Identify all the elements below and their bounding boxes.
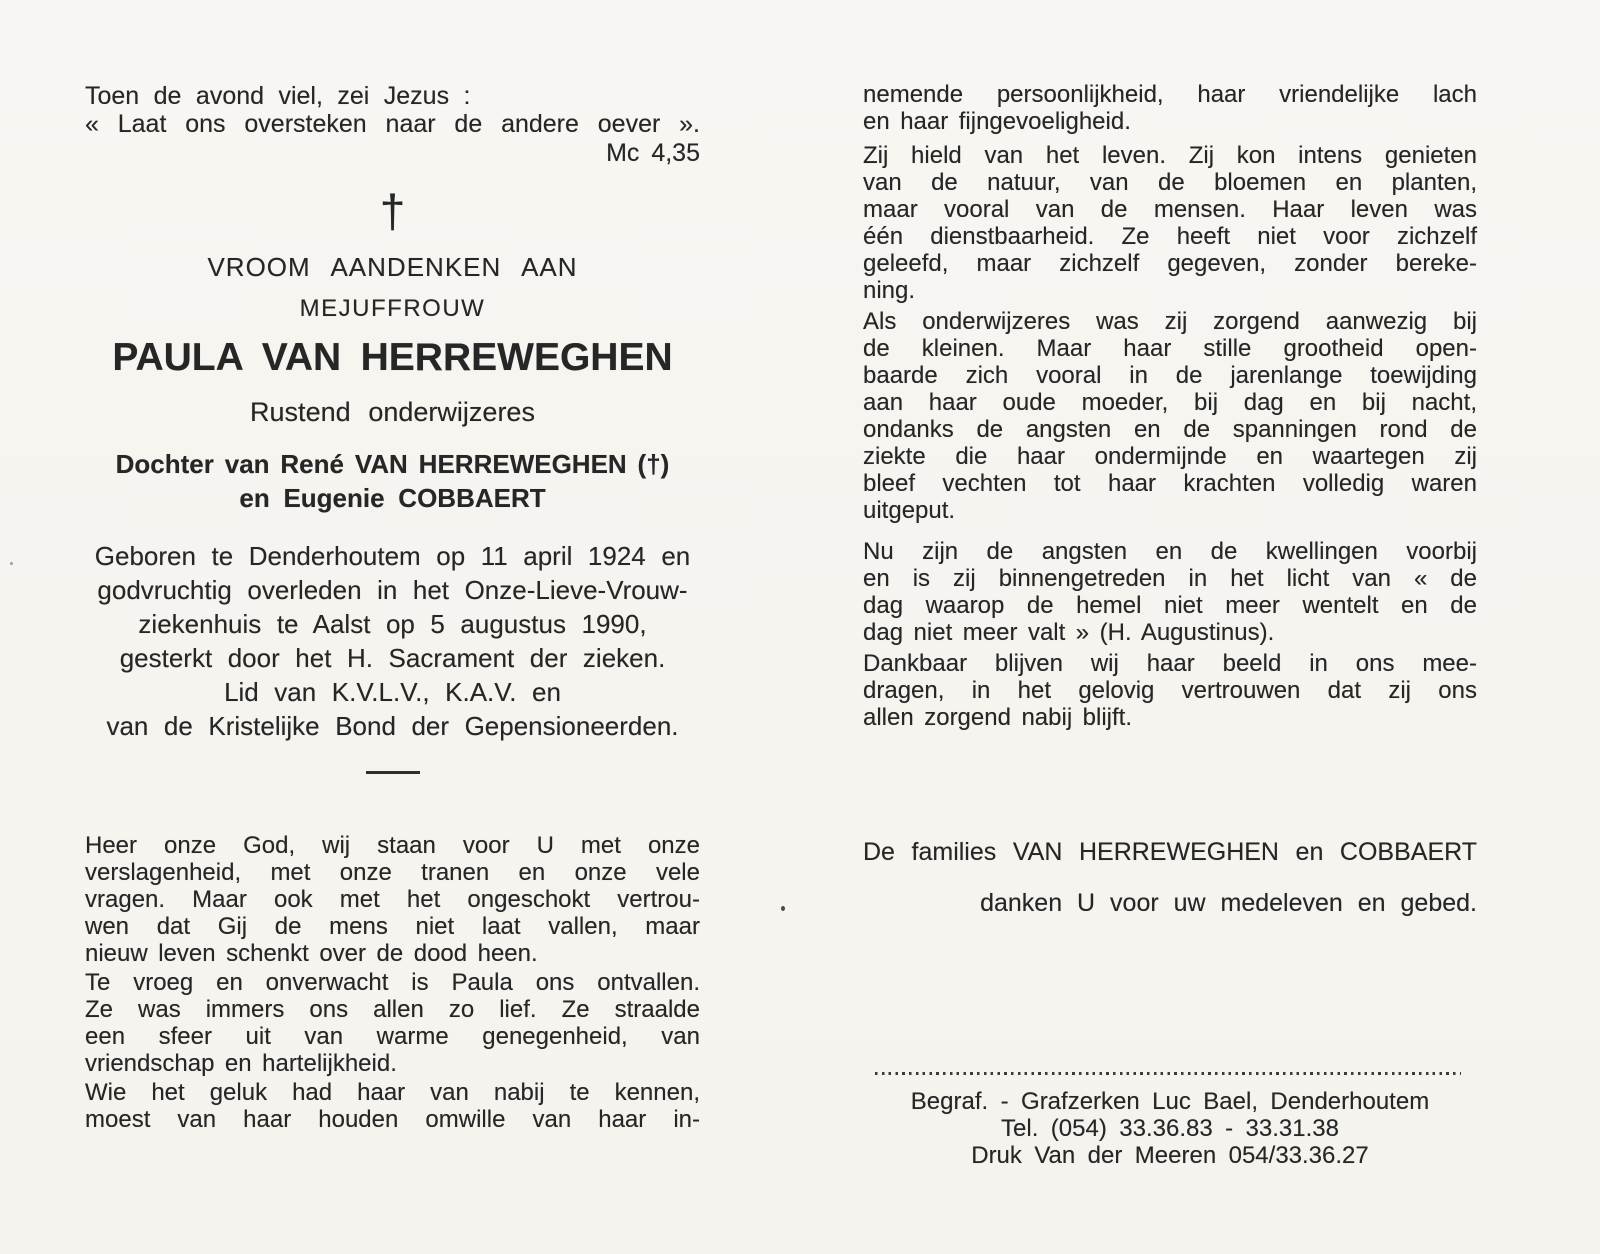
text-line: Tel. (054) 33.36.83 - 33.31.38 bbox=[1001, 1115, 1339, 1142]
text-line: Nu zijn de angsten en de kwellingen voorbij bbox=[863, 538, 1477, 565]
text-line: verslagenheid, met onze tranen en onze vele bbox=[85, 859, 700, 886]
scan-speck bbox=[781, 906, 785, 911]
cross-icon: † bbox=[379, 185, 406, 237]
text-line: Als onderwijzeres was zij zorgend aanwezig bij bbox=[863, 308, 1477, 335]
text-line: Zij hield van het leven. Zij kon intens genieten bbox=[863, 142, 1477, 169]
text-line: en is zij binnengetreden in het licht van « de bbox=[863, 565, 1477, 592]
text-line: Ze was immers ons allen zo lief. Ze straalde bbox=[85, 996, 700, 1023]
right-paragraph-1 bbox=[863, 81, 1477, 135]
text-line: Te vroeg en onverwacht is Paula ons ontvallen. bbox=[85, 969, 700, 996]
text-line: baarde zich vooral in de jarenlange toewijding bbox=[863, 362, 1477, 389]
funeral-home-imprint bbox=[863, 1088, 1477, 1169]
tribute-continuation-paragraph bbox=[85, 1079, 700, 1133]
text-line: Heer onze God, wij staan voor U met onze bbox=[85, 832, 700, 859]
text-line: Toen de avond viel, zei Jezus : bbox=[85, 82, 471, 110]
text-line: maar vooral van de mensen. Haar leven was bbox=[863, 196, 1477, 223]
text-line: ning. bbox=[863, 277, 916, 304]
text-line: uitgeput. bbox=[863, 497, 956, 524]
right-paragraph-2 bbox=[863, 142, 1477, 304]
family-thanks-line-2: danken U voor uw medeleven en gebed. bbox=[980, 889, 1477, 917]
text-line: godvruchtig overleden in het Onze-Lieve-Vrouw- bbox=[97, 575, 688, 605]
family-thanks-line-1: De families VAN HERREWEGHEN en COBBAERT bbox=[863, 838, 1477, 866]
text-line: één dienstbaarheid. Ze heeft niet voor zichzelf bbox=[863, 223, 1477, 250]
honorific-title: MEJUFFROUW bbox=[299, 295, 486, 322]
right-paragraph-5 bbox=[863, 650, 1477, 731]
right-paragraph-3 bbox=[863, 308, 1477, 524]
divider-rule bbox=[85, 761, 700, 779]
text-line: Begraf. - Grafzerken Luc Bael, Denderhoutem bbox=[910, 1088, 1430, 1115]
birth-death-details bbox=[85, 539, 700, 743]
text-line: de kleinen. Maar haar stille grootheid open- bbox=[863, 335, 1477, 362]
text-line: Wie het geluk had haar van nabij te kennen, bbox=[85, 1079, 700, 1106]
text-line: vriendschap en hartelijkheid. bbox=[85, 1050, 397, 1077]
text-line: een sfeer uit van warme genegenheid, van bbox=[85, 1023, 700, 1050]
divider-rule-line bbox=[366, 771, 420, 774]
text-line: dag waarop de hemel niet meer wentelt en de bbox=[863, 592, 1477, 619]
scan-speck bbox=[10, 562, 13, 565]
dotted-divider bbox=[875, 1072, 1461, 1075]
text-line: Lid van K.V.L.V., K.A.V. en bbox=[224, 677, 561, 707]
right-paragraph-4 bbox=[863, 538, 1477, 646]
text-line: van de natuur, van de bloemen en planten, bbox=[863, 169, 1477, 196]
text-line: ziekte die haar ondermijnde en waartegen zij bbox=[863, 443, 1477, 470]
text-line: allen zorgend nabij blijft. bbox=[863, 704, 1133, 731]
text-line: dag niet meer valt » (H. Augustinus). bbox=[863, 619, 1275, 646]
text-line: en haar fijngevoeligheid. bbox=[863, 108, 1131, 135]
text-line: nieuw leven schenkt over de dood heen. bbox=[85, 940, 538, 967]
deceased-name: PAULA VAN HERREWEGHEN bbox=[112, 336, 673, 379]
scripture-reference: Mc 4,35 bbox=[606, 139, 700, 167]
text-line: bleef vechten tot haar krachten volledig waren bbox=[863, 470, 1477, 497]
text-line: ondanks de angsten en de spanningen rond de bbox=[863, 416, 1477, 443]
text-line: « Laat ons oversteken naar de andere oever ». bbox=[85, 110, 700, 138]
text-line: dragen, in het gelovig vertrouwen dat zij ons bbox=[863, 677, 1477, 704]
tribute-paragraph bbox=[85, 969, 700, 1077]
text-line: moest van haar houden omwille van haar in- bbox=[85, 1106, 700, 1133]
text-line: wen dat Gij de mens niet laat vallen, maar bbox=[85, 913, 700, 940]
text-line: nemende persoonlijkheid, haar vriendelijke lach bbox=[863, 81, 1477, 108]
parents-line-2: en Eugenie COBBAERT bbox=[239, 483, 546, 513]
prayer-paragraph bbox=[85, 832, 700, 967]
memorial-heading: VROOM AANDENKEN AAN bbox=[207, 252, 578, 282]
text-line: van de Kristelijke Bond der Gepensioneerden. bbox=[106, 711, 679, 741]
parents-line-1: Dochter van René VAN HERREWEGHEN (†) bbox=[115, 449, 670, 479]
text-line: vragen. Maar ook met het ongeschokt vertrou- bbox=[85, 886, 700, 913]
text-line: Druk Van der Meeren 054/33.36.27 bbox=[971, 1142, 1369, 1169]
text-line: gesterkt door het H. Sacrament der zieken. bbox=[119, 643, 666, 673]
text-line: ziekenhuis te Aalst op 5 augustus 1990, bbox=[138, 609, 647, 639]
text-line: Geboren te Denderhoutem op 11 april 1924 en bbox=[94, 541, 691, 571]
scripture-quote bbox=[85, 82, 700, 138]
deceased-occupation: Rustend onderwijzeres bbox=[250, 397, 535, 427]
text-line: aan haar oude moeder, bij dag en bij nacht, bbox=[863, 389, 1477, 416]
text-line: geleefd, maar zichzelf gegeven, zonder bereke- bbox=[863, 250, 1477, 277]
text-line: Dankbaar blijven wij haar beeld in ons mee- bbox=[863, 650, 1477, 677]
